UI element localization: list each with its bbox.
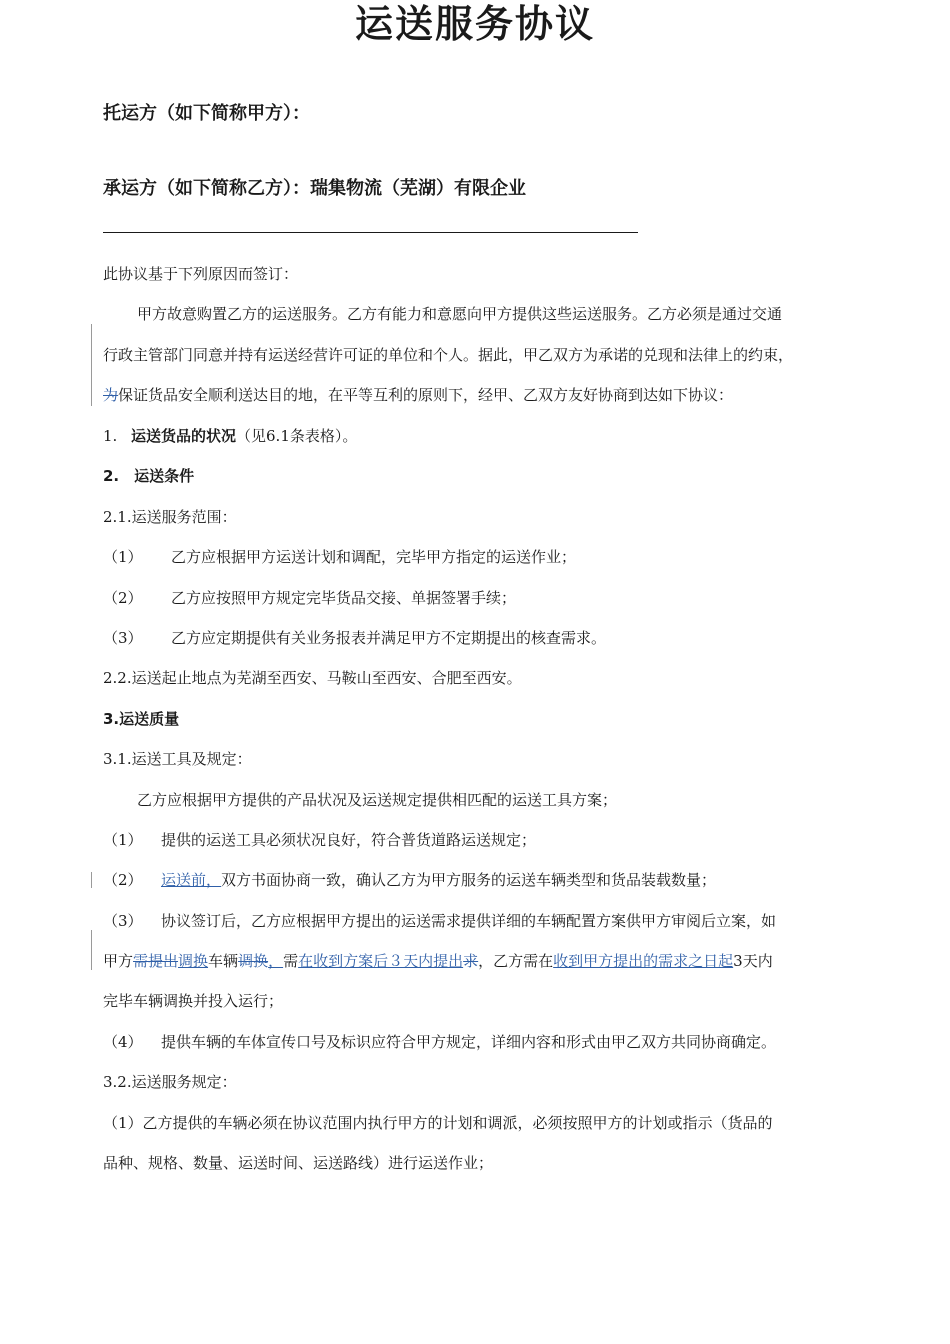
section-3-1-item-1 bbox=[103, 830, 883, 850]
section-2-1-item-2 bbox=[103, 588, 883, 608]
inserted-text: ， bbox=[268, 952, 284, 970]
inserted-text: 在收到方案后３天内提出 bbox=[298, 952, 464, 970]
intro-text: 此协议基于下列原因而签订： bbox=[103, 265, 299, 283]
deleted-text: 调换 bbox=[238, 952, 269, 970]
section-3-heading: 3.运送质量 bbox=[103, 710, 180, 728]
section-3-1: 3.1.运送工具及规定： bbox=[103, 750, 252, 768]
item-text: 提供的运送工具必须状况良好，符合普货道路运送规定； bbox=[161, 831, 537, 849]
item-number: （4） bbox=[103, 1033, 143, 1051]
section-3-1-item-4 bbox=[103, 1032, 883, 1052]
preamble-line-3 bbox=[103, 385, 883, 405]
section-1 bbox=[103, 426, 883, 446]
section-2-1-item-3 bbox=[103, 628, 883, 648]
text-run: 车辆 bbox=[208, 952, 239, 970]
section-1-number: 1. bbox=[103, 427, 118, 445]
revision-bar bbox=[91, 324, 92, 406]
item-number: （2） bbox=[103, 871, 143, 889]
preamble-line-3-text: 保证货品安全顺利送达目的地，在平等互利的原则下，经甲、乙双方友好协商到达如下协议： bbox=[118, 386, 734, 404]
item-number: （1） bbox=[103, 548, 143, 566]
section-2-heading: 2. 运送条件 bbox=[103, 467, 195, 485]
preamble-line-1: 甲方故意购置乙方的运送服务。乙方有能力和意愿向甲方提供这些运送服务。乙方必须是通过交通 bbox=[137, 305, 783, 323]
item-number: （2） bbox=[103, 589, 143, 607]
item-number: （3） bbox=[103, 629, 143, 647]
section-3-1-item-3-line-1 bbox=[103, 911, 883, 931]
text-run: ，乙方需在 bbox=[478, 952, 554, 970]
section-2-1: 2.1.运送服务范围： bbox=[103, 508, 237, 526]
item-text: 乙方应按照甲方规定完毕货品交接、单据签署手续； bbox=[171, 589, 517, 607]
section-3-1-item-3-line-3: 完毕车辆调换并投入运行； bbox=[103, 992, 284, 1010]
separator-line bbox=[103, 232, 638, 233]
preamble-line-2: 行政主管部门同意并持有运送经营许可证的单位和个人。据此，甲乙双方为承诺的兑现和法律上的约束， bbox=[103, 346, 794, 364]
party-a-label: 托运方（如下简称甲方）： bbox=[103, 103, 310, 124]
text-run: 3天内 bbox=[733, 952, 773, 970]
section-1-heading: 运送货品的状况 bbox=[131, 427, 237, 445]
text-run: 需 bbox=[283, 952, 299, 970]
deleted-text: 求 bbox=[463, 952, 479, 970]
party-b-label: 承运方（如下简称乙方）：瑞集物流（芜湖）有限企业 bbox=[103, 178, 526, 199]
text-run: 甲方 bbox=[103, 952, 134, 970]
deleted-text: 需提出 bbox=[133, 952, 179, 970]
item-text: 乙方应定期提供有关业务报表并满足甲方不定期提出的核查需求。 bbox=[171, 629, 607, 647]
revision-bar bbox=[91, 930, 92, 970]
section-3-2: 3.2.运送服务规定： bbox=[103, 1073, 237, 1091]
item-number: （3） bbox=[103, 912, 143, 930]
revision-bar bbox=[91, 872, 92, 888]
section-3-2-item-1-line-1: （1）乙方提供的车辆必须在协议范围内执行甲方的计划和调派，必须按照甲方的计划或指示（货品的 bbox=[103, 1114, 773, 1132]
deleted-text: 为 bbox=[103, 386, 119, 404]
item-number: （1） bbox=[103, 831, 143, 849]
inserted-text: 运送前， bbox=[161, 871, 222, 889]
document-title: 运送服务协议 bbox=[354, 2, 595, 46]
item-text: 乙方应根据甲方运送计划和调配，完毕甲方指定的运送作业； bbox=[171, 548, 577, 566]
section-3-1-intro: 乙方应根据甲方提供的产品状况及运送规定提供相匹配的运送工具方案； bbox=[137, 791, 618, 809]
item-text: 双方书面协商一致，确认乙方为甲方服务的运送车辆类型和货品装载数量； bbox=[221, 871, 717, 889]
item-text: 协议签订后，乙方应根据甲方提出的运送需求提供详细的车辆配置方案供甲方审阅后立案，如 bbox=[161, 912, 777, 930]
section-2-2: 2.2.运送起止地点为芜湖至西安、马鞍山至西安、合肥至西安。 bbox=[103, 669, 522, 687]
section-3-2-item-1-line-2: 品种、规格、数量、运送时间、运送路线）进行运送作业； bbox=[103, 1154, 494, 1172]
section-1-note: （见6.1条表格）。 bbox=[236, 427, 358, 445]
item-text: 提供车辆的车体宣传口号及标识应符合甲方规定，详细内容和形式由甲乙双方共同协商确定。 bbox=[161, 1033, 777, 1051]
inserted-text: 收到甲方提出的需求之日起 bbox=[553, 952, 734, 970]
section-3-1-item-2 bbox=[103, 870, 883, 890]
section-2-1-item-1 bbox=[103, 547, 883, 567]
inserted-text: 调换 bbox=[178, 952, 209, 970]
section-3-1-item-3-line-2 bbox=[103, 951, 883, 971]
